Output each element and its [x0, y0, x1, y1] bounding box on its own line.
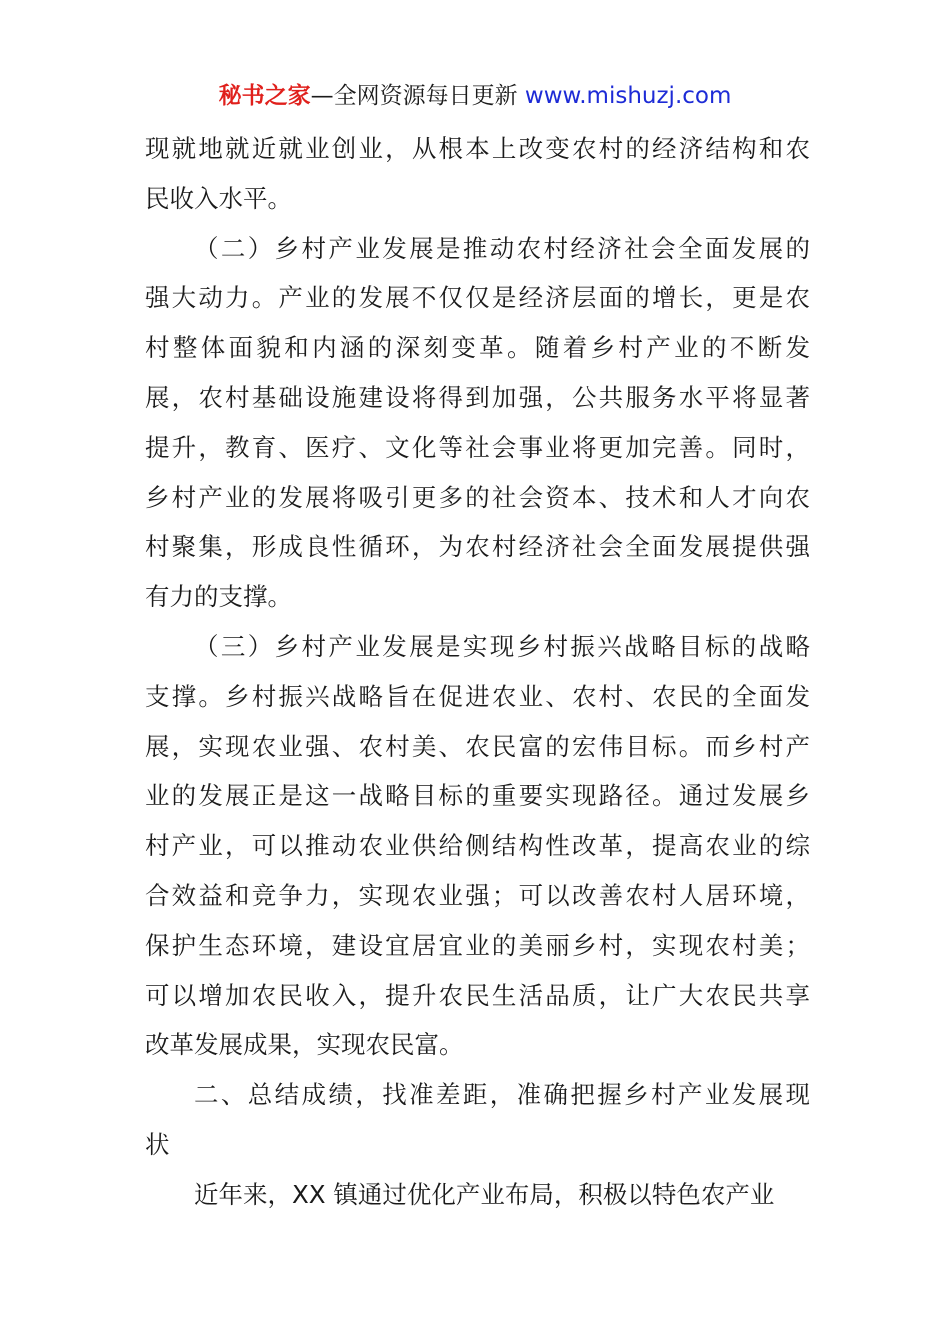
text-line: 改革发展成果，实现农民富。 — [145, 1030, 464, 1060]
text-line: 提升，教育、医疗、文化等社会事业将更加完善。同时， — [145, 432, 810, 462]
text-line: 保护生态环境，建设宜居宜业的美丽乡村，实现农村美； — [145, 930, 810, 960]
text-line: 支撑。乡村振兴战略旨在促进农业、农村、农民的全面发 — [145, 681, 810, 711]
text-line: 展，农村基础设施建设将得到加强，公共服务水平将显著 — [145, 382, 810, 412]
text-line: 民收入水平。 — [145, 183, 292, 213]
paragraph — [145, 1170, 810, 1220]
text-line: 可以增加农民收入，提升农民生活品质，让广大农民共享 — [145, 980, 810, 1010]
text-line: 业的发展正是这一战略目标的重要实现路径。通过发展乡 — [145, 781, 810, 811]
text-line: 村产业，可以推动农业供给侧结构性改革，提高农业的综 — [145, 831, 810, 861]
text-line: 乡村产业的发展将吸引更多的社会资本、技术和人才向农 — [145, 482, 810, 512]
text-line: 强大动力。产业的发展不仅仅是经济层面的增长，更是农 — [145, 283, 810, 313]
site-tagline: —全网资源每日更新 — [310, 83, 525, 109]
text-line: 状 — [145, 1129, 170, 1159]
page-header — [0, 80, 950, 112]
text-line: 现就地就近就业创业，从根本上改变农村的经济结构和农 — [145, 134, 810, 163]
site-url-link[interactable]: www.mishuzj.com — [524, 83, 732, 109]
document-body — [145, 124, 810, 1220]
text-line: 村聚集，形成良性循环，为农村经济社会全面发展提供强 — [145, 532, 810, 562]
text-line: 二、总结成绩，找准差距，准确把握乡村产业发展现 — [194, 1080, 810, 1110]
text-line: 近年来，XX 镇通过优化产业布局，积极以特色农产业 — [194, 1179, 775, 1209]
text-line: （三）乡村产业发展是实现乡村振兴战略目标的战略 — [194, 631, 810, 661]
paragraph — [145, 1070, 810, 1170]
paragraph — [145, 622, 810, 1070]
text-line: （二）乡村产业发展是推动农村经济社会全面发展的 — [194, 233, 810, 263]
site-brand: 秘书之家 — [218, 83, 311, 109]
text-line: 合效益和竞争力，实现农业强；可以改善农村人居环境， — [145, 880, 810, 910]
text-line: 有力的支撑。 — [145, 582, 292, 612]
text-line: 村整体面貌和内涵的深刻变革。随着乡村产业的不断发 — [145, 333, 810, 363]
paragraph — [145, 124, 810, 224]
paragraph — [145, 224, 810, 622]
text-line: 展，实现农业强、农村美、农民富的宏伟目标。而乡村产 — [145, 731, 810, 761]
